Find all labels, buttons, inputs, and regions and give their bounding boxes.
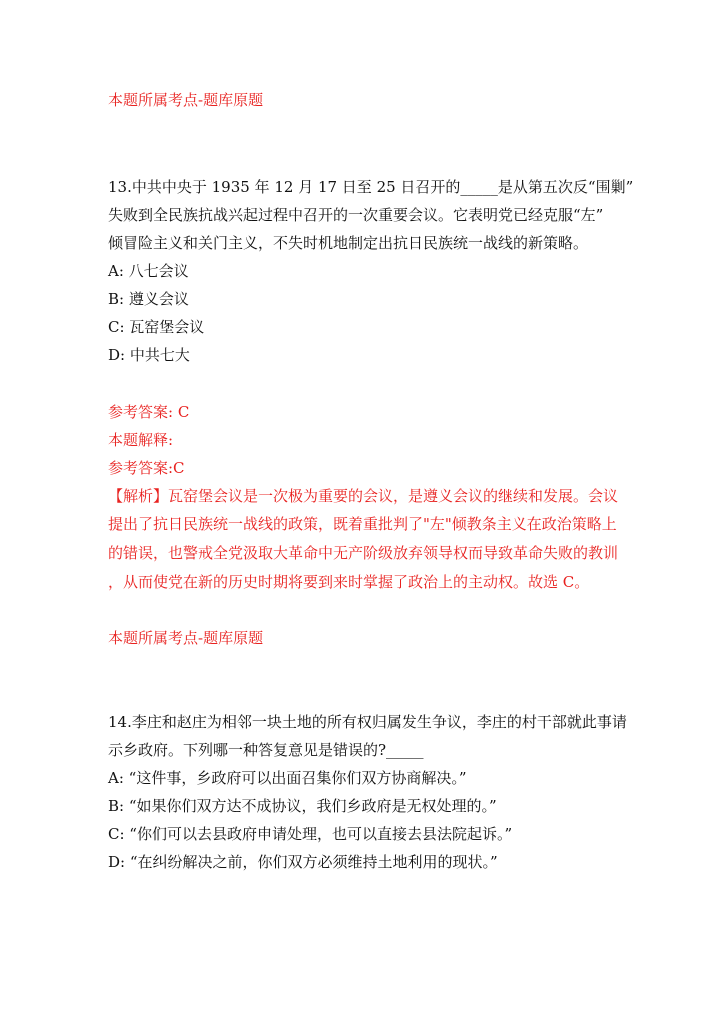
question-14-option-a: A: “这件事，乡政府可以出面召集你们双方协商解决。” [108,769,467,787]
question-13-option-a: A: 八七会议 [108,262,189,280]
question-13-option-d: D: 中共七大 [108,346,190,364]
question-14-line-1: 14.李庄和赵庄为相邻一块土地的所有权归属发生争议，李庄的村干部就此事请 [108,713,627,731]
question-14-option-c: C: “你们可以去县政府申请处理，也可以直接去县法院起诉。” [108,825,513,843]
question-13-analysis-line-4: ，从而使党在新的历史时期将要到来时掌握了政治上的主动权。故选 C。 [108,573,590,591]
question-13-option-c: C: 瓦窑堡会议 [108,318,205,336]
question-13-analysis-line-1: 【解析】瓦窑堡会议是一次极为重要的会议，是遵义会议的继续和发展。会议 [108,487,619,505]
question-13-answer-ref: 参考答案:C [108,459,185,477]
question-14-option-d: D: “在纠纷解决之前，你们双方必须维持土地利用的现状。” [108,853,498,871]
question-13-explanation-label: 本题解释: [108,431,174,449]
header-topic-note: 本题所属考点-题库原题 [108,91,264,109]
question-13-option-b: B: 遵义会议 [108,290,189,308]
question-13-line-1: 13.中共中央于 1935 年 12 月 17 日至 25 日召开的_____是从第五次反“围剿” [108,178,634,196]
question-13-answer: 参考答案: C [108,403,190,421]
question-14-option-b: B: “如果你们双方达不成协议，我们乡政府是无权处理的。” [108,797,497,815]
question-13-line-2: 失败到全民族抗战兴起过程中召开的一次重要会议。它表明党已经克服“左” [108,206,604,224]
question-13-analysis-line-2: 提出了抗日民族统一战线的政策，既着重批判了"左"倾教条主义在政治策略上 [108,515,617,533]
question-14-line-2: 示乡政府。下列哪一种答复意见是错误的?_____ [108,741,424,759]
question-13-topic-note: 本题所属考点-题库原题 [108,629,264,647]
question-13-line-3: 倾冒险主义和关门主义，不失时机地制定出抗日民族统一战线的新策略。 [108,234,589,252]
question-13-analysis-line-3: 的错误，也警戒全党汲取大革命中无产阶级放弃领导权而导致革命失败的教训 [108,544,619,562]
